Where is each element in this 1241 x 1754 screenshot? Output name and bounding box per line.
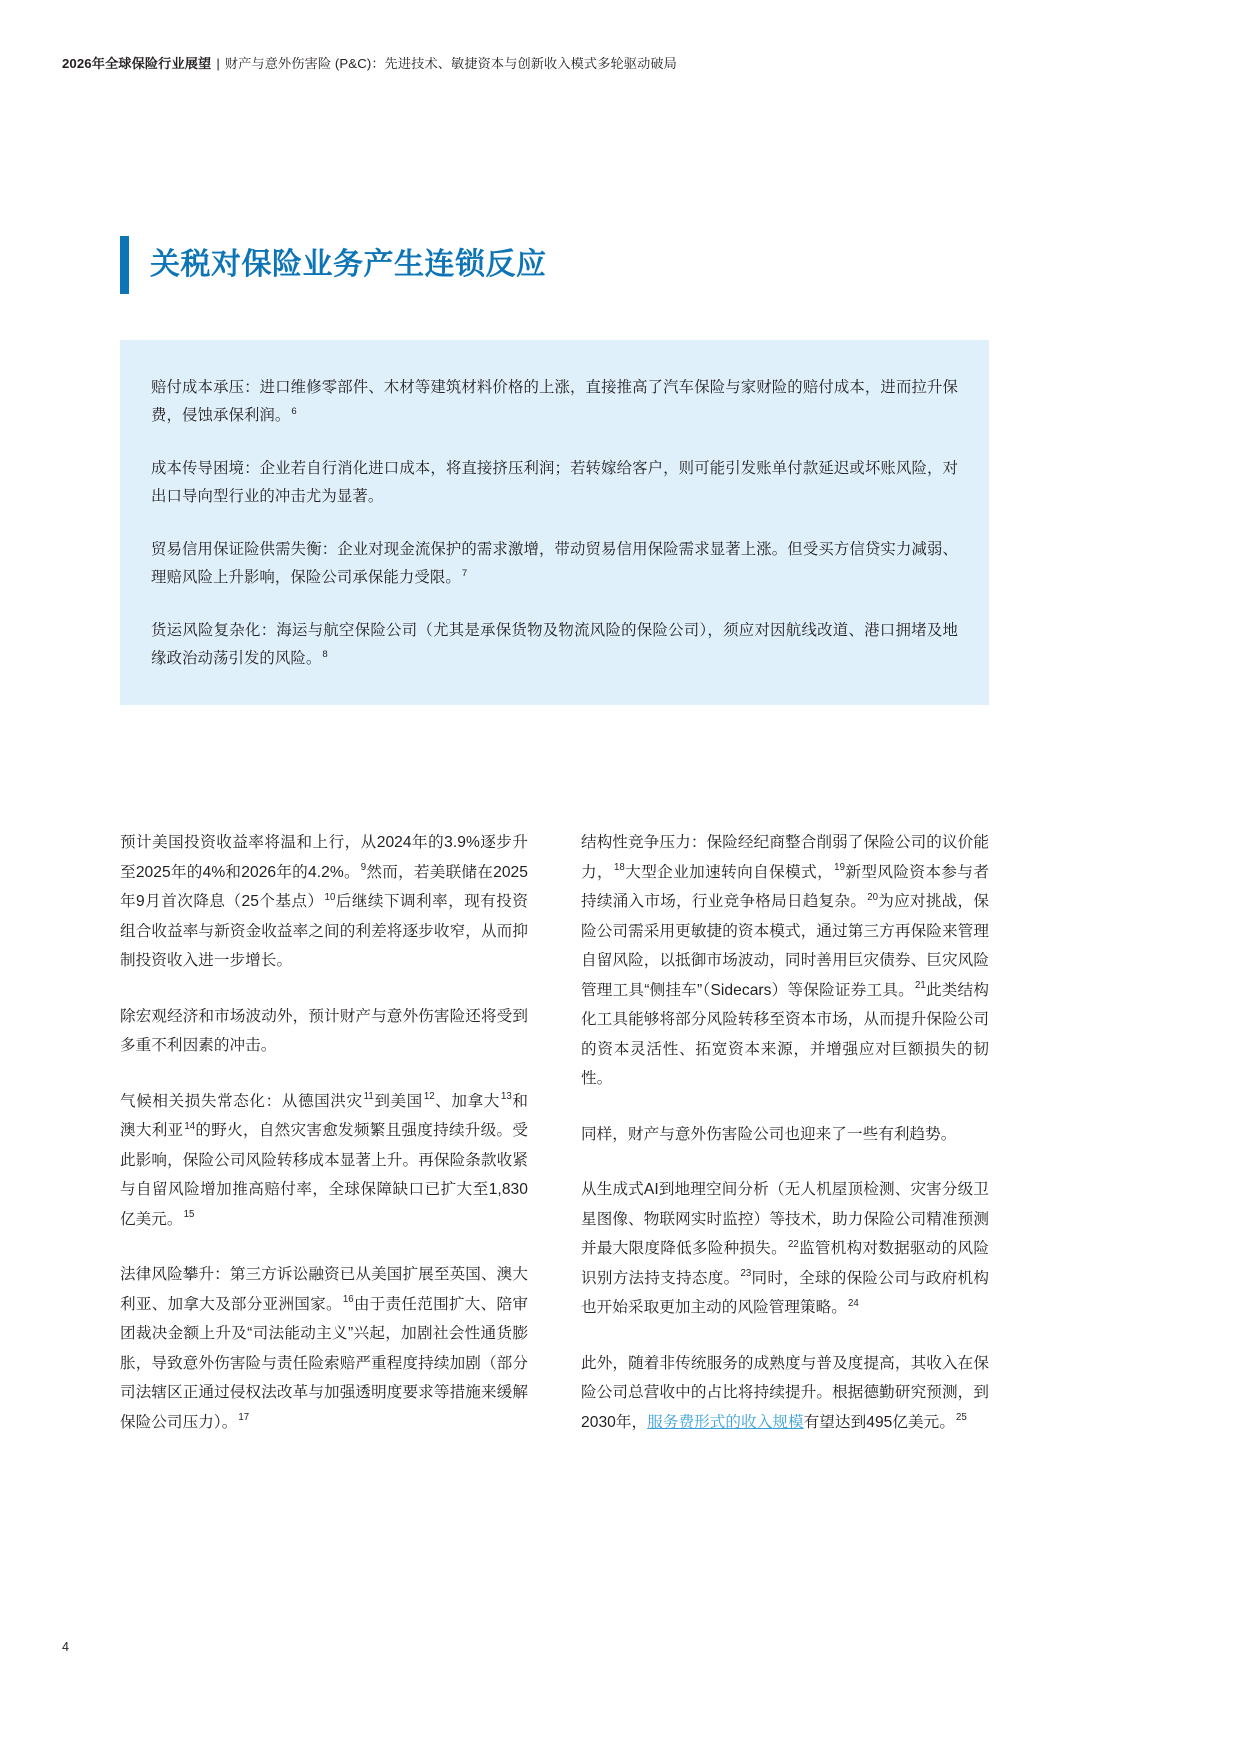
text-yield-c: 后继续下调利率，现有投资组合收益率与新资金收益率之间的利差将逐步收窄，从而抑制投资收入进一步增长。	[120, 893, 528, 969]
callout-text-3: 贸易信用保证险供需失衡：企业对现金流保护的需求激增，带动贸易信用保险需求显著上涨。但受买方信贷实力减弱、理赔风险上升影响，保险公司承保能力受限。	[151, 541, 958, 586]
text-climate-a: 气候相关损失常态化：从德国洪灾	[120, 1092, 363, 1110]
paragraph-fee-based-revenue	[581, 1349, 989, 1438]
footnote-ref-14[interactable]: 14	[184, 1120, 196, 1132]
paragraph-competition-pressure	[581, 828, 989, 1094]
text-climate-c: 、加拿大	[434, 1092, 500, 1110]
footnote-ref-25[interactable]: 25	[955, 1412, 967, 1424]
page-title: 关税对保险业务产生连锁反应	[150, 248, 547, 281]
callout-text-1: 赔付成本承压：进口维修零部件、木材等建筑材料价格的上涨，直接推高了汽车保险与家财险的赔付成本，进而拉升保费，侵蚀承保利润。	[151, 379, 958, 424]
text-tech-b: 监管机构对数据驱动的风险识别方法持支持态度。	[581, 1240, 989, 1287]
header-separator: |	[216, 56, 220, 71]
paragraph-technology-ai	[581, 1175, 989, 1323]
text-comp-b: 大型企业加速转向自保模式，	[624, 863, 834, 881]
footnote-ref-10[interactable]: 10	[324, 891, 336, 903]
fee-revenue-link[interactable]: 服务费形式的收入规模	[647, 1413, 804, 1431]
highlight-callout-box	[120, 340, 989, 705]
footnote-ref-8[interactable]: 8	[322, 648, 328, 660]
callout-paragraph-claims-cost	[151, 374, 958, 430]
paragraph-investment-yield	[120, 828, 528, 976]
text-fee-a: 此外，随着非传统服务的成熟度与普及度提高，其收入在保险公司总营收中的占比将持续提升。根据德勤研究预测，到2030年，	[581, 1354, 989, 1431]
callout-paragraph-cost-passthrough	[151, 455, 958, 511]
page-number: 4	[62, 1640, 69, 1654]
page-running-header	[62, 55, 1179, 73]
footnote-ref-11[interactable]: 11	[363, 1091, 374, 1103]
footnote-ref-15[interactable]: 15	[183, 1209, 195, 1221]
paragraph-legal-risk	[120, 1260, 528, 1437]
text-legal-a: 法律风险攀升：第三方诉讼融资已从美国扩展至英国、澳大利亚、加拿大及部分亚洲国家。	[120, 1266, 528, 1313]
footnote-ref-18[interactable]: 18	[614, 862, 625, 874]
header-report-title: 2026年全球保险行业展望	[62, 56, 212, 71]
footnote-ref-20[interactable]: 20	[867, 891, 879, 903]
text-comp-d: 为应对挑战，保险公司需采用更敏捷的资本模式，通过第三方再保险来管理自留风险，以抵御市场波动，同时善用巨灾债券、巨灾风险管理工具“侧挂车”（Sidecars）等保险证券工具。	[581, 893, 989, 999]
footnote-ref-12[interactable]: 12	[423, 1091, 435, 1103]
callout-paragraph-trade-credit	[151, 536, 958, 592]
footnote-ref-22[interactable]: 22	[788, 1238, 799, 1250]
text-tech-c: 同时，全球的保险公司与政府机构也开始采取更加主动的风险管理策略。	[581, 1269, 989, 1316]
footnote-ref-6[interactable]: 6	[291, 405, 297, 417]
callout-text-2: 成本传导困境：企业若自行消化进口成本，将直接挤压利润；若转嫁给客户，则可能引发账单付款延迟或坏账风险，对出口导向型行业的冲击尤为显著。	[151, 460, 958, 505]
text-fee-b: 有望达到495亿美元。	[803, 1413, 955, 1431]
footnote-ref-9[interactable]: 9	[360, 862, 367, 874]
text-comp-c: 新型风险资本参与者持续涌入市场，行业竞争格局日趋复杂。	[581, 863, 989, 910]
text-climate-d: 和澳大利亚	[120, 1092, 528, 1139]
text-climate-e: 的野火，自然灾害愈发频繁且强度持续升级。受此影响，保险公司风险转移成本显著上升。再保险条款收紧与自留风险增加推高赔付率，全球保障缺口已扩大至1,830亿美元。	[120, 1122, 528, 1228]
left-column	[120, 828, 528, 1437]
paragraph-macro-headwinds: 除宏观经济和市场波动外，预计财产与意外伤害险还将受到多重不利因素的冲击。	[120, 1007, 528, 1054]
paragraph-climate-losses	[120, 1087, 528, 1235]
right-column	[581, 828, 989, 1437]
text-tech-a: 从生成式AI到地理空间分析（无人机屋顶检测、灾害分级卫星图像、物联网实时监控）等技术，助力保险公司精准预测并最大限度降低多险种损失。	[581, 1181, 989, 1257]
text-comp-a: 结构性竞争压力：保险经纪商整合削弱了保险公司的议价能力，	[581, 834, 989, 881]
text-climate-b: 到美国	[373, 1092, 423, 1110]
text-comp-e: 此类结构化工具能够将部分风险转移至资本市场，从而提升保险公司的资本灵活性、拓宽资本来源，并增强应对巨额损失的韧性。	[581, 981, 990, 1087]
footnote-ref-16[interactable]: 16	[342, 1294, 354, 1306]
body-text-columns	[120, 828, 989, 1437]
text-legal-b: 由于责任范围扩大、陪审团裁决金额上升及“司法能动主义”兴起，加剧社会性通货膨胀，导致意外伤害险与责任险索赔严重程度持续加剧（部分司法辖区正通过侵权法改革与加强透明度要求等措施来缓解保险公司压力）。	[120, 1295, 528, 1431]
footnote-ref-23[interactable]: 23	[740, 1268, 752, 1280]
footnote-ref-21[interactable]: 21	[914, 980, 926, 992]
footnote-ref-13[interactable]: 13	[500, 1091, 512, 1103]
section-title-block	[120, 236, 547, 294]
paragraph-favorable-trends: 同样，财产与意外伤害险公司也迎来了一些有利趋势。	[581, 1125, 957, 1143]
text-yield-b: 然而，若美联储在2025年9月首次降息（25个基点）	[120, 863, 528, 910]
footnote-ref-17[interactable]: 17	[238, 1412, 250, 1424]
callout-paragraph-cargo-risk	[151, 617, 958, 673]
title-accent-bar	[120, 236, 129, 294]
footnote-ref-7[interactable]: 7	[461, 567, 468, 579]
callout-text-4: 货运风险复杂化：海运与航空保险公司（尤其是承保货物及物流风险的保险公司），须应对因航线改道、港口拥堵及地缘政治动荡引发的风险。	[151, 622, 958, 667]
footnote-ref-24[interactable]: 24	[847, 1297, 859, 1309]
text-yield-a: 预计美国投资收益率将温和上行，从2024年的3.9%逐步升至2025年的4%和2026年的4.2%。	[120, 834, 528, 881]
header-subtitle: 财产与意外伤害险 (P&C)：先进技术、敏捷资本与创新收入模式多轮驱动破局	[224, 56, 677, 71]
footnote-ref-19[interactable]: 19	[834, 862, 846, 874]
